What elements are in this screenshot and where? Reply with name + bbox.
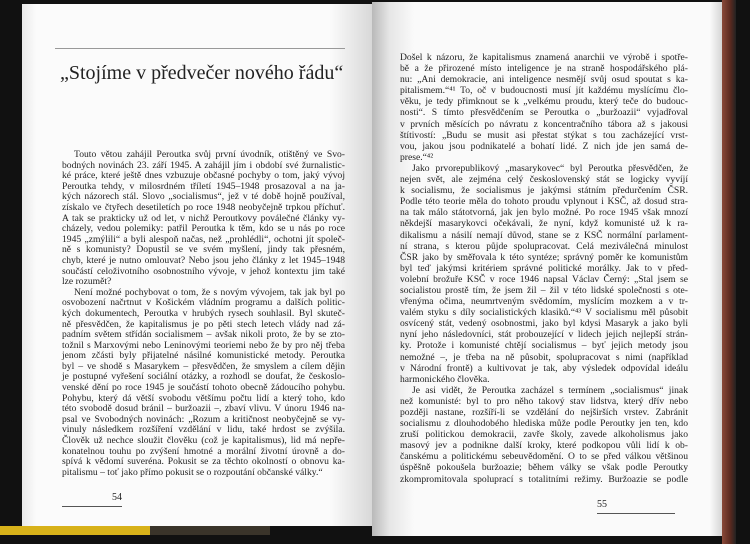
text-line: Jako prvorepublikový „masarykovec“ byl Peroutka přesvědčen, že	[412, 162, 688, 174]
text-line: masový jev a podnikne další kroky, které podkopou vůli lidí k ob-	[400, 440, 688, 452]
text-line: bě a že přirozené místo inteligence je na straně hospodářského plá-	[400, 63, 688, 75]
text-line: jenom zčásti byly přijatelné násilné komunistické metody. Peroutka	[62, 350, 345, 362]
right-page	[372, 2, 724, 536]
left-page-body	[62, 150, 345, 478]
text-line: byl teď jakýmsi kritériem správné politické morálky. Jak to v před-	[400, 262, 688, 274]
text-line: ké práce, které ještě dnes vzbuzuje občasné pochyby o tom, jaký vývoj	[62, 170, 345, 182]
text-line: socialistou prostě tím, že jsem žil – žil v této lidské společnosti s ote-	[400, 284, 688, 296]
text-line: nu: „Ani demokracie, ani inteligence nesmějí svůj osud spoutat s ka-	[400, 74, 688, 86]
text-line: součástí celoživotního osobnostního vývoje, v jehož kontextu jim také	[62, 265, 345, 277]
header-rule	[55, 48, 345, 49]
text-line: venské dění po roce 1945 je součástí tohoto obecně žádoucího pohybu.	[62, 382, 345, 394]
text-line: v Národní frontě) a kultivovat je tak, aby výsledek odpovídal ideálu	[400, 362, 688, 374]
text-line: valém styku s díly socialistických klasiků.“⁴³ V socialismu měl působit	[400, 307, 688, 319]
text-line: je postupné vyřešení sociální otázky, a rozhodl se doufat, že českoslo-	[62, 371, 345, 383]
text-line: nosti“. S tímto přesvědčením se Peroutka o „buržoazii“ vyjadřoval	[400, 107, 688, 119]
text-line: Touto větou zahájil Peroutka svůj první úvodník, otištěný ve Svo-	[74, 149, 345, 160]
text-line: 1945 „zmýlili“ a byli alespoň načas, než „prohlédli“, ochotni jít společ-	[62, 233, 345, 245]
page-number-left: 54	[62, 492, 122, 507]
text-line: lze rozumět?	[62, 276, 112, 288]
text-line: bodných novinách 23. září 1945. A zahájil jím i období své žurnalistic-	[62, 159, 345, 171]
text-line: vinuly následkem rozšíření vzdělání v lidu, také hrdost se zvýšila.	[62, 424, 345, 436]
text-line: než komunisté: byl to pro něho takový stav lidstva, který dřív nebo	[400, 395, 688, 407]
text-line: kých názorech stál. Slovo „socialismus“, jež v té době hojně používal,	[62, 191, 345, 203]
text-line: osvobození načrtnut v Košickém vládním programu a dalších politic-	[62, 297, 345, 309]
text-line: Došel k názoru, že kapitalismus znamená anarchii ve výrobě i spotře-	[400, 52, 688, 63]
text-line: Peroutka tehdy, v milosrdném tříletí 1945–1948 prosazoval a na ja-	[62, 180, 345, 192]
text-line: úspěšně pokoušela buržoazie; během války se však podle Peroutky	[400, 462, 688, 474]
text-line: tožnil s Marxovými nebo Leninovými teoriemi nebo že by pro něj třeba	[62, 339, 345, 351]
text-line: harmonického člověka.	[400, 373, 490, 385]
text-line: ČSR jako by směřovala k této syntéze; správný poměr ke komunistům	[400, 251, 688, 263]
text-line: byl – ve shodě s Masarykem – přesvědčen, že smyslem a cílem dějin	[62, 360, 345, 372]
text-line: spívá k vědomí suveréna. Pokusit se za těchto okolností o obnovu ka-	[62, 456, 345, 468]
text-line: kých dokumentech, Peroutka v hrubých rysech souhlasil. Byl skuteč-	[62, 307, 345, 319]
left-page	[22, 4, 372, 526]
text-line: této svobodě dosud bránil – buržoazii –, zbaví vlivu. V únoru 1946 na-	[62, 403, 345, 415]
text-line: nejen svět, ale zejména celý československý stát se logicky vyvíjí	[400, 174, 688, 186]
text-line: prese.“⁴²	[400, 151, 434, 163]
text-line: někdejší masarykovci očekávali, že nyní, když komunisté už k ra-	[400, 218, 688, 230]
text-line: dikalismu a násilí nemají důvod, stane se z KSČ normální parlament-	[400, 229, 688, 241]
text-line: padním světem střídán socialismem – avšak nikoli proto, že by se zto-	[62, 329, 345, 341]
text-line: ní strana, s kterou půjde spolupracovat. Celá meziválečná minulost	[400, 240, 688, 252]
right-page-body	[400, 52, 688, 485]
text-line: věku, je tedy přimknout se k „velkému proudu, který teče do budouc-	[400, 96, 688, 108]
text-line: vřenýma očima, neumrtveným svědomím, myslícím mozkem a v tr-	[400, 296, 688, 308]
text-line: vou, jakou jsou podnikatelé a bohatí lidé. Z nich jde jen samá de-	[400, 140, 688, 152]
text-line: ně s komunisty? Dopustil se ve svém myšlení, jindy tak přesném,	[62, 244, 345, 256]
text-line: štítivostí: „Budu se musit asi přestat stýkat s tou zacházející vrst-	[400, 129, 688, 141]
text-line: Není možné pochybovat o tom, že s novým vývojem, tak jak byl po	[74, 286, 345, 298]
text-line: nemožné –, je třeba na ně působit, spolupracovat s nimi (například	[400, 351, 688, 363]
text-line: zkompromitovala spoluprací s totalitními režimy. Buržoazie se podle	[400, 473, 688, 485]
text-line: chyb, které je nutno omlouvat? Nebo jsou jeho články z let 1945–1948	[62, 254, 345, 266]
text-line: ně přesvědčen, že kapitalismus je po pěti stech letech vlády nad zá-	[62, 318, 345, 330]
text-line: k socialismu, že socialismus je jakýmsi státním předurčením ČSR.	[400, 185, 688, 197]
text-line: ky. Protože i komunisté chtějí socialismus – byť jejich metody jsou	[400, 340, 688, 352]
page-number-right: 55	[597, 499, 675, 514]
text-line: konatelnou touhu po zvýšení hmotné a morální životní úrovně a do-	[62, 445, 345, 457]
text-line: osvícený stát, vedený osobnostmi, jako byl kdysi Masaryk a jako byli	[400, 318, 688, 330]
text-line: Je asi vidět, že Peroutka zacházel s termínem „socialismus“ jinak	[412, 384, 688, 396]
text-line: později nastane, rozšíří-li se vzdělání do nejširších vrstev. Zabránit	[400, 407, 688, 418]
text-line: A tak se prakticky už od let, v nichž Peroutkovy poválečné články vy-	[62, 212, 345, 224]
text-line: pitalismem.“⁴¹ To, oč v budoucnosti musí jít každému myslícímu člo-	[400, 85, 688, 97]
text-line: zruší politickou demokracii, zavře školy, zavede alkoholismus jako	[400, 429, 688, 441]
text-line: psal ve Svobodných novinách: „Rozum a kritičnost neobyčejně se vy-	[62, 413, 345, 425]
text-line: Pohybu, který dá větší svobodu většímu počtu lidí a který toho, kdo	[62, 392, 345, 404]
desk-shadow	[150, 526, 270, 535]
text-line: Člověk už nechce sloužit člověku (což je kapitalismus), lid má nepře-	[62, 435, 345, 447]
text-line: na tak málo státotvorná, jak jen bylo možné. Po roce 1945 však mnozí	[400, 207, 688, 219]
chapter-title: „Stojíme v předvečer nového řádu“	[60, 62, 344, 84]
text-line: v prvních měsících po návratu z koncentračního tábora až s jakousi	[400, 118, 688, 130]
text-line: cházely, vedou polemiky: patřil Peroutka k těm, kdo se u nás po roce	[62, 223, 345, 235]
desk-edge	[0, 526, 150, 535]
text-line: čanskému a politickému sebeuvědomění. O to se před válkou většinou	[400, 451, 688, 463]
text-line: nyní jeho následovníci, stát probouzející v lidech jejich nejlepší strán-	[400, 329, 688, 341]
text-line: volební brožuře KSČ v roce 1946 napsal Václav Černý: „Stal jsem se	[400, 273, 688, 285]
book-edge	[722, 0, 736, 544]
text-line: socialismu z dlouhodobého hlediska může podle Peroutky jen ten, kdo	[400, 418, 688, 430]
text-line: Podle této teorie měla do tohoto proudu vplynout i KSČ, až dosud stra-	[400, 196, 688, 208]
text-line: pitalismu – toť jako přímo pokusit se o rozpoutání občanské války.“	[62, 466, 323, 478]
text-line: získalo ve čtyřech desetiletích po roce 1948 neobyčejně trpkou příchuť.	[62, 201, 345, 213]
